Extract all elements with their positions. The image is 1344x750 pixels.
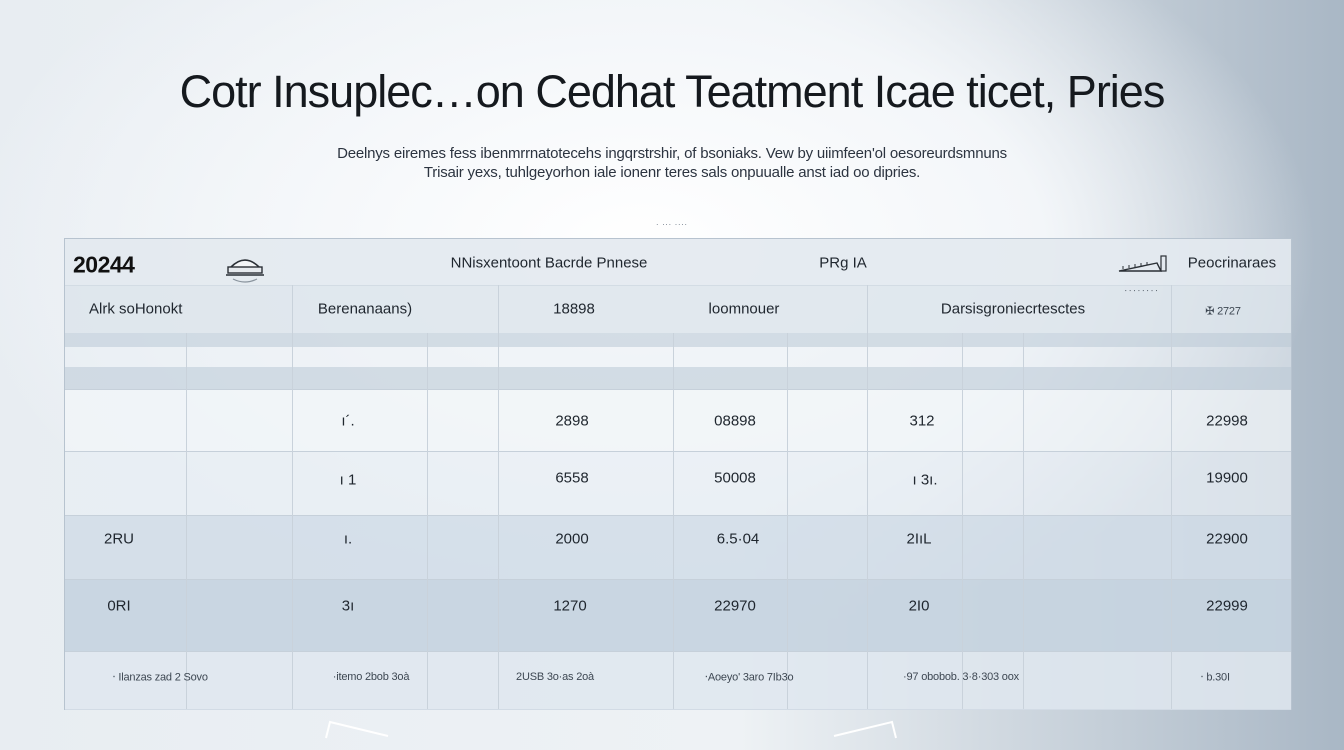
column-divider [1023, 333, 1024, 709]
tray-hat-icon [223, 251, 267, 289]
cell: 50008 [714, 469, 756, 487]
price-table [64, 238, 1292, 710]
cell: 312 [909, 412, 935, 430]
cell: 6558 [555, 469, 589, 487]
cell: 2898 [555, 412, 589, 430]
header-note: ‧ ‧ ‧ ‧ ‧ ‧ ‧ ‧ [1124, 286, 1158, 296]
cell: 2000 [555, 530, 589, 548]
price-heading: PRɡ IA [819, 254, 867, 272]
column-divider [292, 285, 293, 709]
footer-cell: ·itemo 2bob 3oà [332, 671, 410, 683]
column-header-2: Berenanaans) [317, 300, 413, 318]
cell: 08898 [714, 412, 756, 430]
column-divider [673, 333, 674, 709]
footer-cell: ·97 obobob. 3·8·303 oox [903, 671, 1019, 683]
year-label: 20244 [73, 251, 135, 278]
footer-cell: ‧ b.30I [1200, 671, 1230, 684]
subtitle-line-2: Trisair yexs, tuhlgeyorhon iale ionenr teres sals onpuualle anst iad oo dipries. [423, 164, 921, 181]
cell: 2I0 [908, 597, 930, 615]
table-row [65, 451, 1291, 516]
ruler-pen-icon [1117, 253, 1169, 275]
table-stand-right [830, 718, 900, 740]
cell: ı 3ı. [912, 471, 938, 489]
table-stand-left [322, 718, 392, 740]
cell: 22998 [1206, 412, 1248, 430]
table-row [65, 515, 1291, 580]
cell: ı 1 [339, 471, 357, 489]
cell: 2RU [103, 530, 135, 548]
column-header-1: Alrk soHonokt [89, 300, 183, 318]
table-footer-row [65, 651, 1291, 710]
column-header-3: 18898 [553, 300, 595, 318]
cell: 2IıL [906, 530, 932, 548]
table-heading: NNisxentoont Bacrde Pnnese [450, 254, 648, 272]
cell: 22999 [1206, 597, 1248, 615]
column-divider [962, 333, 963, 709]
cell: 0RI [107, 597, 131, 615]
column-header-4: loomnouer [708, 300, 780, 318]
cell: ı´. [341, 412, 355, 430]
column-divider [186, 333, 187, 709]
column-divider [498, 285, 499, 709]
column-divider [787, 333, 788, 709]
column-divider [1171, 285, 1172, 709]
footer-cell: 2USB 3o·as 2oà [516, 671, 594, 683]
cell: 22970 [714, 597, 756, 615]
cell: ı. [343, 530, 353, 548]
table-header-row-2 [65, 285, 1291, 333]
cell: 6.5·04 [716, 530, 760, 548]
footer-cell: ‧Aoeyo' 3aro 7Ib3o [704, 671, 794, 684]
cell: 22900 [1206, 530, 1248, 548]
page-title: Cotr Insuplec…on Cedhat Teatment Icae ticet, Pries [179, 66, 1165, 117]
cell: 19900 [1206, 469, 1248, 487]
subtitle-line-1: Deelnys eiremes fess ibenmrrnatotecehs ingqrstrshir, of bsoniaks. Vew by uiimfeen'ol oesoreurdsmnuns [337, 145, 1007, 162]
table-band [65, 333, 1291, 347]
column-header-6: ✠ 2727 [1205, 305, 1241, 318]
cell: 3ı [341, 597, 355, 615]
cell: 1270 [553, 597, 587, 615]
column-divider [427, 333, 428, 709]
right-heading: Peocrinaraes [1187, 254, 1277, 272]
table-row [65, 579, 1291, 652]
caption: ‧ ‧‧‧ ‧‧‧‧ [656, 222, 688, 229]
footer-cell: ‧ Ilanzas zad 2 Sovo [112, 671, 208, 684]
table-band [65, 367, 1291, 389]
table-row [65, 389, 1291, 452]
column-divider [867, 285, 868, 709]
column-header-5: Darsisgroniecrtesctes [940, 300, 1086, 318]
